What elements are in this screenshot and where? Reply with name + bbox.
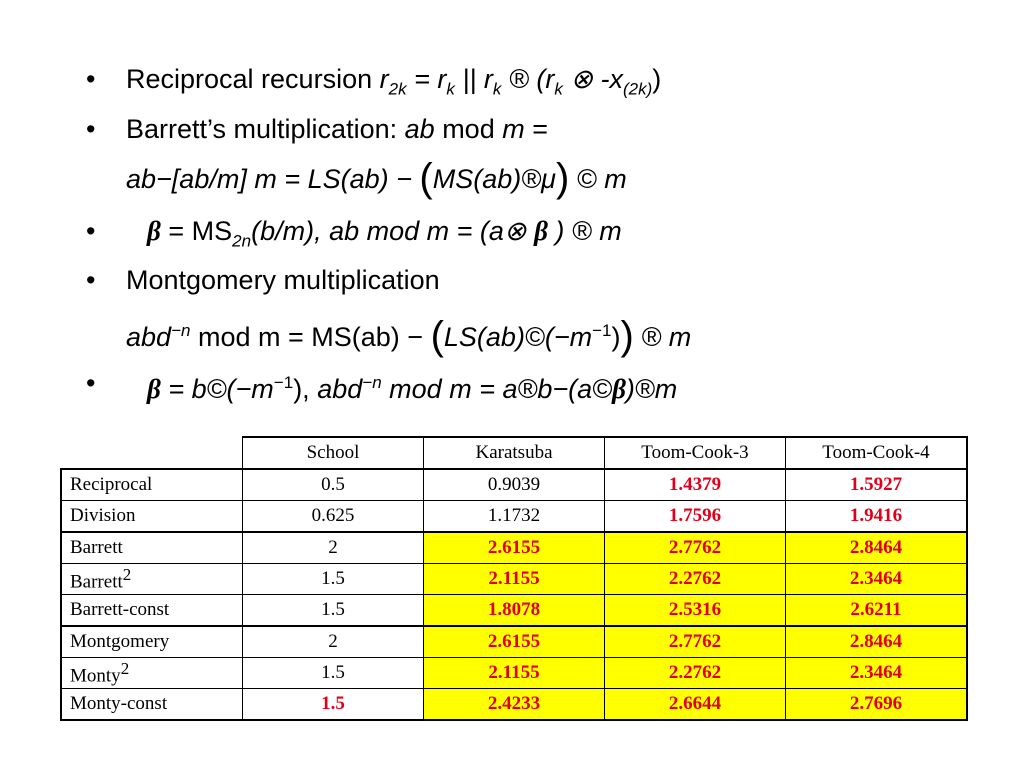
column-header: Toom-Cook-3 — [605, 437, 786, 469]
beta-symbol: β — [147, 216, 161, 246]
table-cell: 2.8464 — [786, 626, 968, 658]
table-row — [61, 658, 967, 689]
cost-table — [60, 436, 968, 721]
table-cell: 1.7596 — [605, 501, 786, 533]
beta-symbol: β — [534, 216, 548, 246]
table-cell: 1.4379 — [605, 469, 786, 501]
bullet-dot: • — [86, 216, 96, 246]
table-cell: 1.8078 — [424, 595, 605, 627]
column-header: Karatsuba — [424, 437, 605, 469]
table-cell: 1.5927 — [786, 469, 968, 501]
row-label: Montgomery — [61, 626, 243, 658]
table-cell: 1.5 — [243, 595, 424, 627]
table-cell: 2.6211 — [786, 595, 968, 627]
table-row — [61, 564, 967, 595]
table-cell: 2.5316 — [605, 595, 786, 627]
table-cell: 2.4233 — [424, 689, 605, 721]
table-cell: 1.1732 — [424, 501, 605, 533]
table-row — [61, 595, 967, 627]
table-cell: 2 — [243, 626, 424, 658]
bullet-dot: • — [86, 265, 96, 295]
table-cell: 1.5 — [243, 564, 424, 595]
row-label: Division — [61, 501, 243, 533]
table-row — [61, 469, 967, 501]
bullet-dot: • — [86, 64, 96, 94]
table-cell: 1.5 — [243, 689, 424, 721]
column-header: School — [243, 437, 424, 469]
bullet-label: Reciprocal recursion — [126, 64, 373, 94]
table-cell: 2.1155 — [424, 658, 605, 689]
bullet-dot: • — [86, 368, 96, 398]
beta-symbol: β — [612, 374, 626, 404]
table-row — [61, 501, 967, 533]
table-cell: 2.7696 — [786, 689, 968, 721]
table-cell: 1.5 — [243, 658, 424, 689]
bullet-label: Montgomery multiplication — [126, 265, 440, 295]
table-row — [61, 689, 967, 721]
table-cell: 0.625 — [243, 501, 424, 533]
beta-symbol: β — [147, 374, 161, 404]
table-cell: 2.7762 — [605, 626, 786, 658]
table-cell: 2.8464 — [786, 532, 968, 564]
table-cell: 2.6644 — [605, 689, 786, 721]
table-cell: 2.2762 — [605, 564, 786, 595]
table-cell: 0.9039 — [424, 469, 605, 501]
table-cell: 0.5 — [243, 469, 424, 501]
table-header-row — [61, 437, 967, 469]
row-label: Monty$^2$ — [61, 658, 243, 689]
table-cell: 2.6155 — [424, 532, 605, 564]
table-cell: 2 — [243, 532, 424, 564]
table-cell: 2.2762 — [605, 658, 786, 689]
table-cell: 2.7762 — [605, 532, 786, 564]
table-row — [61, 626, 967, 658]
table-cell: 1.9416 — [786, 501, 968, 533]
bullet-label: Barrett’s multiplication: — [126, 114, 398, 144]
table-row — [61, 532, 967, 564]
row-label: Reciprocal — [61, 469, 243, 501]
row-label: Barrett — [61, 532, 243, 564]
table-cell: 2.1155 — [424, 564, 605, 595]
table-cell: 2.6155 — [424, 626, 605, 658]
row-label: Monty-const — [61, 689, 243, 721]
table-corner-cell — [61, 437, 243, 469]
column-header: Toom-Cook-4 — [786, 437, 968, 469]
table-cell: 2.3464 — [786, 658, 968, 689]
table-cell: 2.3464 — [786, 564, 968, 595]
row-label: Barrett$^2$ — [61, 564, 243, 595]
bullet-dot: • — [86, 114, 96, 144]
row-label: Barrett-const — [61, 595, 243, 627]
